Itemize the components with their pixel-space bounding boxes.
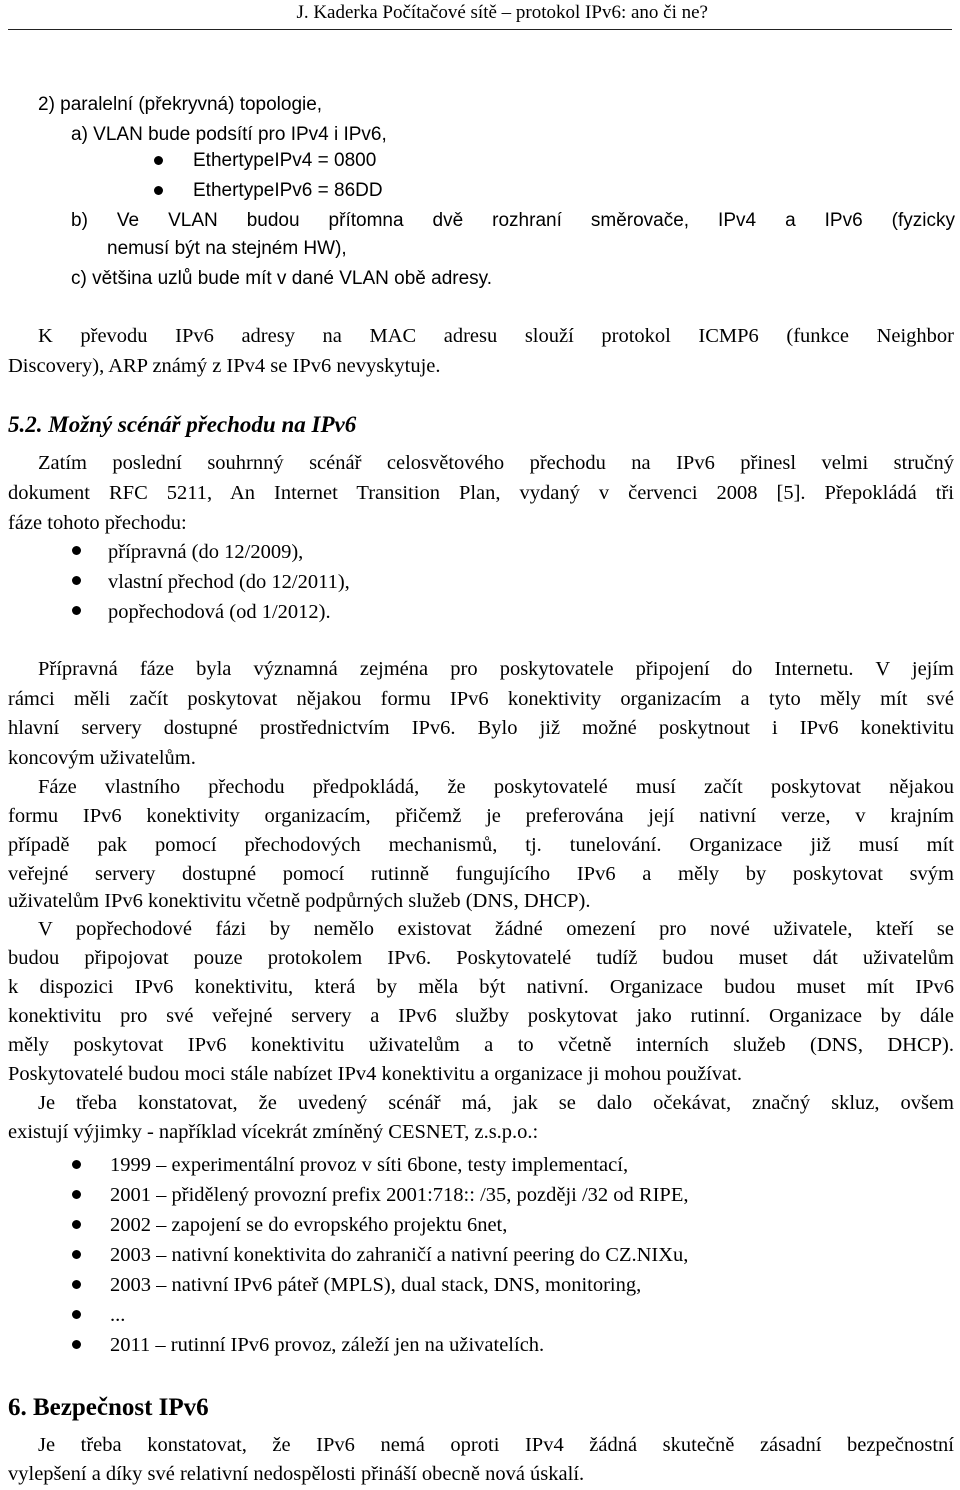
bullet-icon [72, 1250, 81, 1259]
topology-item-b-line2: nemusí být na stejném HW), [107, 238, 347, 259]
post-para-line: k dispozici IPv6 konektivitu, která by měla být nativní. Organizace budou muset mít IPv6 [8, 976, 954, 998]
topology-item-c: c) většina uzlů bude mít v dané VLAN obě adresy. [71, 268, 493, 289]
trans-para-line: uživatelům IPv6 konektivitu včetně podpůrných služeb (DNS, DHCP). [8, 890, 591, 912]
prep-para-line: koncovým uživatelům. [8, 747, 196, 769]
cesnet-item: 2003 – nativní konektivita do zahraničí a nativní peering do CZ.NIXu, [110, 1244, 689, 1266]
icmp-paragraph-line1: K převodu IPv6 adresy na MAC adresu slouží protokol ICMP6 (funkce Neighbor [38, 325, 954, 347]
bullet-icon [154, 186, 163, 195]
cesnet-item: ... [110, 1304, 126, 1326]
cesnet-para-line: existují výjimky - například vícekrát zmíněný CESNET, z.s.p.o.: [8, 1121, 539, 1143]
trans-para-line: případě pak pomocí přechodových mechanismů, tj. tunelování. Organizace již musí mít [8, 834, 954, 856]
bullet-icon [72, 1340, 81, 1349]
bullet-icon [72, 1280, 81, 1289]
topology-item-b-line1: b) Ve VLAN budou přítomna dvě rozhraní směrovače, IPv4 a IPv6 (fyzicky [71, 210, 955, 231]
cesnet-item: 2003 – nativní IPv6 páteř (MPLS), dual stack, DNS, monitoring, [110, 1274, 642, 1296]
cesnet-item: 2001 – přidělený provozní prefix 2001:718:: /35, později /32 od RIPE, [110, 1184, 689, 1206]
phase-item: přípravná (do 12/2009), [108, 541, 304, 563]
cesnet-item: 1999 – experimentální provoz v síti 6bone, testy implementací, [110, 1154, 629, 1176]
bullet-icon [72, 1190, 81, 1199]
topology-item-2: 2) paralelní (překryvná) topologie, [38, 94, 323, 115]
bullet-icon [72, 1220, 81, 1229]
phase-item: popřechodová (od 1/2012). [108, 601, 331, 623]
cesnet-para-line: Je třeba konstatovat, že uvedený scénář má, jak se dalo očekávat, značný skluz, ovšem [38, 1092, 954, 1114]
prep-para-line: rámci měli začít poskytovat nějakou formu IPv6 konektivity organizacím a tyto měly mít své [8, 688, 954, 710]
post-para-line: V popřechodové fázi by nemělo existovat žádné omezení pro nové uživatele, kteří se [38, 918, 954, 940]
prep-para-line: hlavní servery dostupné prostřednictvím IPv6. Bylo již možné poskytnout i IPv6 konektivitu [8, 717, 954, 739]
post-para-line: konektivitu pro své veřejné servery a IPv6 služby poskytovat jako rutinní. Organizace by dále [8, 1005, 954, 1027]
topology-item-a: a) VLAN bude podsítí pro IPv4 i IPv6, [71, 124, 387, 145]
section-6-heading: 6. Bezpečnost IPv6 [8, 1394, 209, 1421]
ethertype-ipv6: EthertypeIPv6 = 86DD [193, 180, 383, 201]
bullet-icon [72, 576, 81, 585]
section6-para-line: Je třeba konstatovat, že IPv6 nemá oproti IPv4 žádná skutečně zásadní bezpečnostní [38, 1434, 954, 1456]
cesnet-item: 2002 – zapojení se do evropského projektu 6net, [110, 1214, 508, 1236]
bullet-icon [72, 606, 81, 615]
section6-para-line: vylepšení a díky své relativní nedospělosti přináší obecně nová úskalí. [8, 1463, 585, 1485]
bullet-icon [72, 1310, 81, 1319]
cesnet-item: 2011 – rutinní IPv6 provoz, záleží jen na uživatelích. [110, 1334, 545, 1356]
post-para-line: budou připojovat pouze protokolem IPv6. Poskytovatelé tudíž budou muset dát uživatelům [8, 947, 954, 969]
post-para-line: Poskytovatelé budou moci stále nabízet IPv4 konektivitu a organizace ji mohou používat. [8, 1063, 743, 1085]
bullet-icon [72, 1160, 81, 1169]
section-5-2-heading: 5.2. Možný scénář přechodu na IPv6 [8, 412, 357, 437]
header-rule [8, 29, 952, 30]
ethertype-ipv4: EthertypeIPv4 = 0800 [193, 150, 377, 171]
prep-para-line: Přípravná fáze byla významná zejména pro poskytovatele připojení do Internetu. V jejím [38, 658, 954, 680]
icmp-paragraph-line2: Discovery), ARP známý z IPv4 se IPv6 nevyskytuje. [8, 355, 441, 377]
intro-line: fáze tohoto přechodu: [8, 512, 187, 534]
trans-para-line: Fáze vlastního přechodu předpokládá, že poskytovatelé musí začít poskytovat nějakou [38, 776, 954, 798]
bullet-icon [72, 546, 81, 555]
bullet-icon [154, 156, 163, 165]
post-para-line: měly poskytovat IPv6 konektivitu uživatelům a to včetně interních služeb (DNS, DHCP). [8, 1034, 954, 1056]
intro-line: dokument RFC 5211, An Internet Transition Plan, vydaný v červenci 2008 [5]. Přepokládá tři [8, 482, 954, 504]
trans-para-line: veřejné servery dostupné pomocí rutinně fungujícího IPv6 a měly by poskytovat svým [8, 863, 954, 885]
phase-item: vlastní přechod (do 12/2011), [108, 571, 350, 593]
trans-para-line: formu IPv6 konektivity organizacím, přičemž je preferována její nativní verze, v krajním [8, 805, 954, 827]
intro-line: Zatím poslední souhrnný scénář celosvětového přechodu na IPv6 přinesl velmi stručný [38, 452, 954, 474]
running-header: J. Kaderka Počítačové sítě – protokol IPv6: ano či ne? [296, 2, 708, 23]
